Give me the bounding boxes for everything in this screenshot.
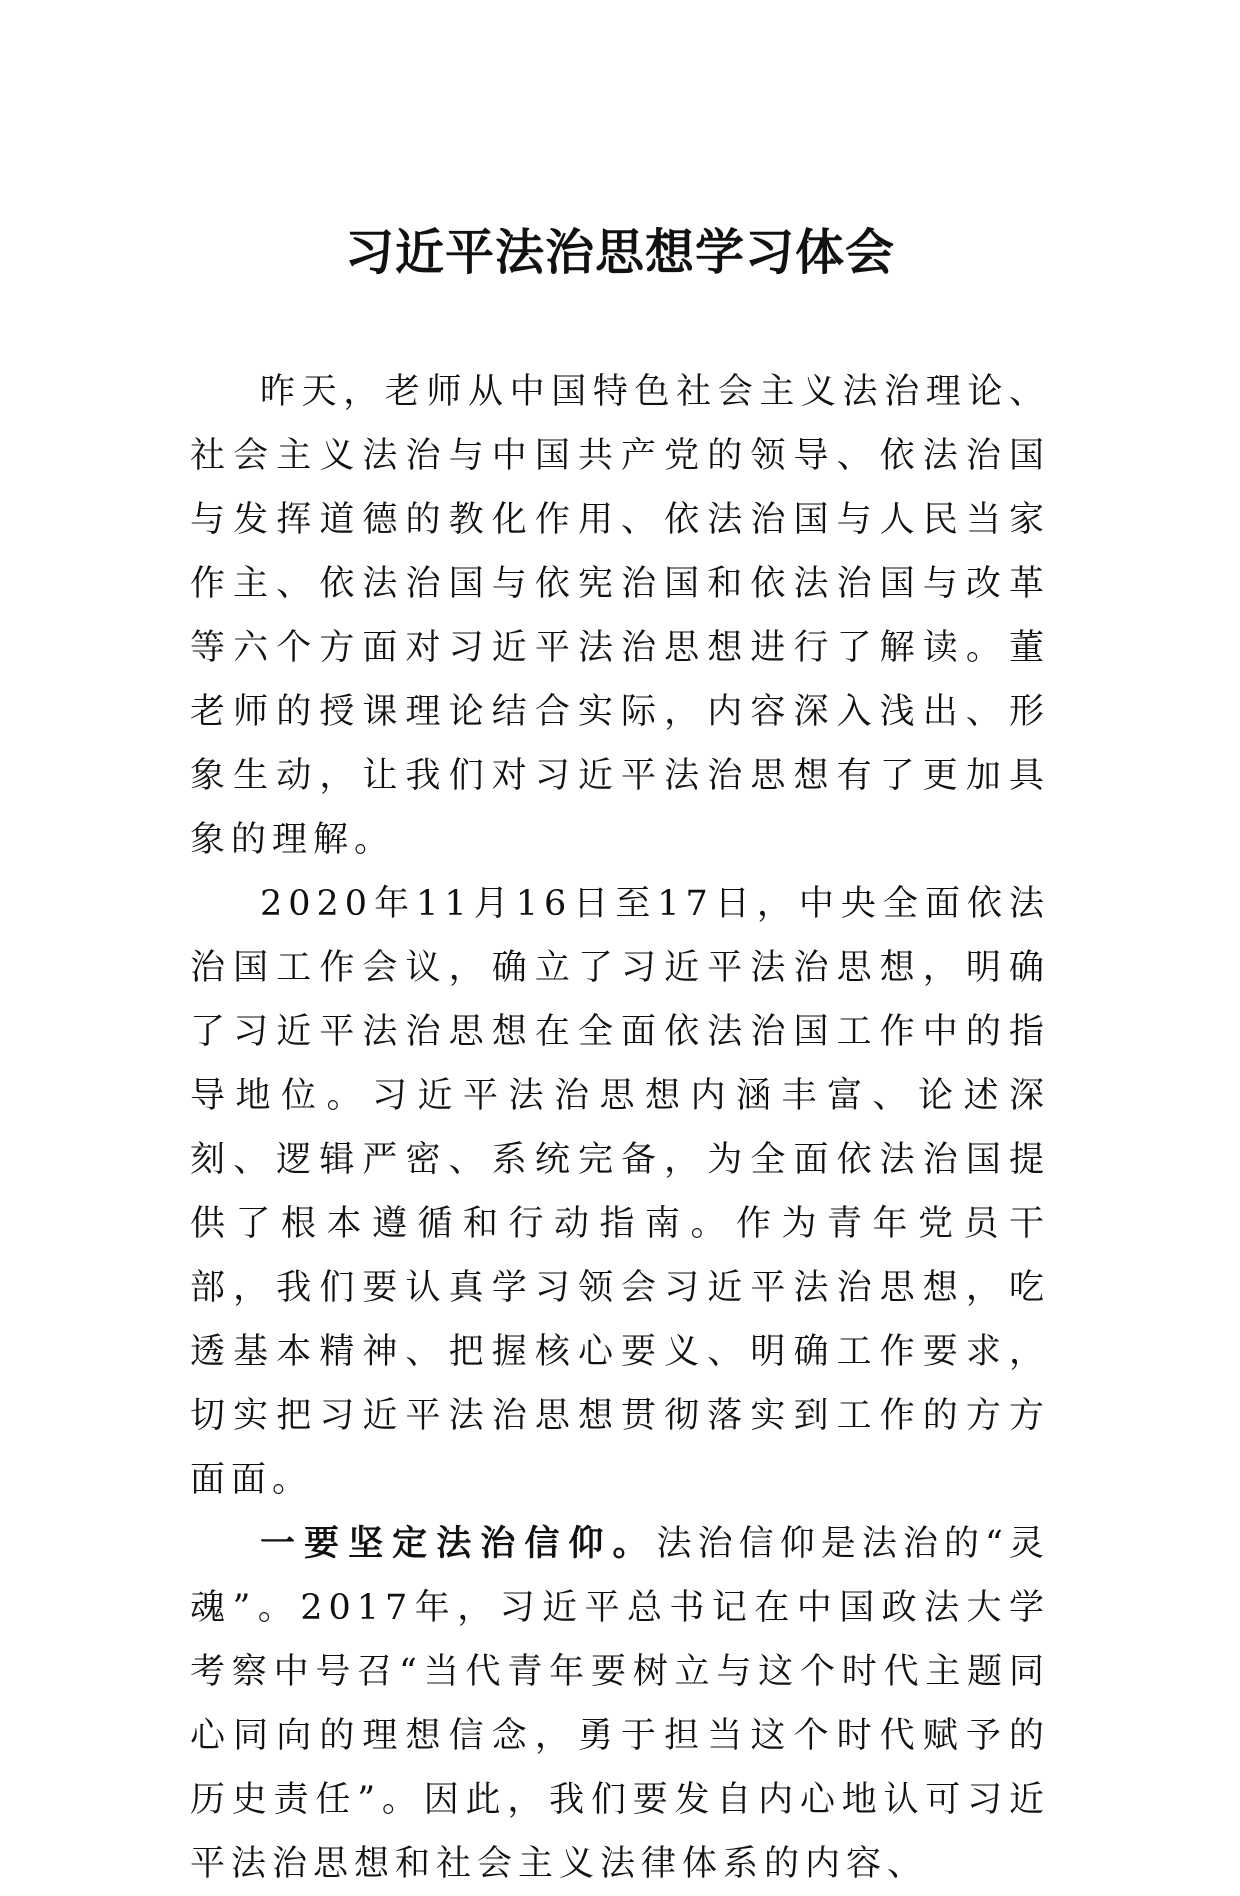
- paragraph-1-text: 昨天，老师从中国特色社会主义法治理论、社会主义法治与中国共产党的领导、依法治国与发挥道德的教化作用、依法治国与人民当家作主、依法治国与依宪治国和依法治国与改革等六个方面对习近平法治思想进行了解读。董老师的授课理论结合实际，内容深入浅出、形象生动，让我们对习近平法治思想有了更加具象的理解。: [190, 372, 1050, 860]
- paragraph-2-text: 2020年11月16日至17日，中央全面依法治国工作会议，确立了习近平法治思想，明确了习近平法治思想在全面依法治国工作中的指导地位。习近平法治思想内涵丰富、论述深刻、逻辑严密、系统完备，为全面依法治国提供了根本遵循和行动指南。作为青年党员干部，我们要认真学习领会习近平法治思想，吃透基本精神、把握核心要义、明确工作要求，切实把习近平法治思想贯彻落实到工作的方方面面。: [190, 884, 1050, 1500]
- paragraph-3-text: 法治信仰是法治的“灵魂”。2017年，习近平总书记在中国政法大学考察中号召“当代青年要树立与这个时代主题同心同向的理想信念，勇于担当这个时代赋予的历史责任”。因此，我们要发自内心地认可习近平法治思想和社会主义法律体系的内容、: [190, 1524, 1050, 1884]
- paragraph-1: [190, 360, 1050, 872]
- paragraph-3-lead: 一要坚定法治信仰。: [260, 1523, 657, 1564]
- document-body: [190, 360, 1050, 1896]
- paragraph-2: [190, 872, 1050, 1512]
- paragraph-3: [190, 1512, 1050, 1896]
- document-title: 习近平法治思想学习体会: [344, 223, 895, 281]
